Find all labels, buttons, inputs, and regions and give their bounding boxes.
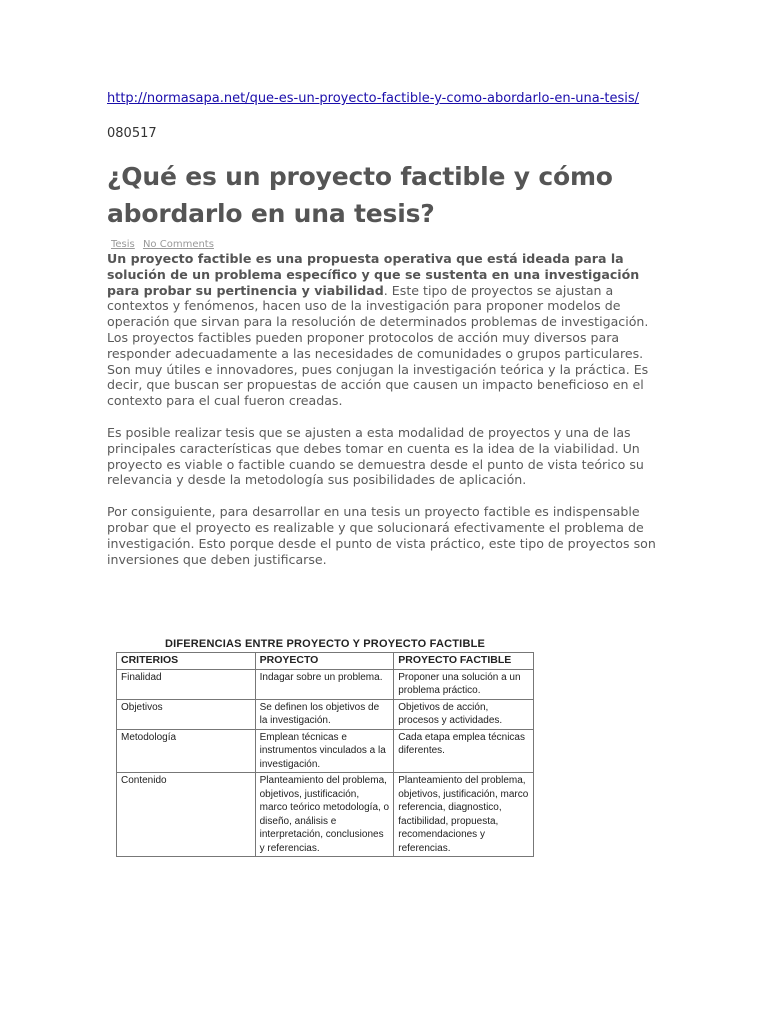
table-cell: Cada etapa emplea técnicas diferentes. — [394, 729, 534, 773]
category-link[interactable]: Tesis — [111, 239, 135, 250]
table-row — [117, 699, 534, 729]
table-cell: Planteamiento del problema, objetivos, justificación, marco teórico metodología, o diseño, análisis e interpretación, conclusiones y referencias. — [255, 773, 394, 857]
source-link[interactable]: http://normasapa.net/que-es-un-proyecto-factible-y-como-abordarlo-en-una-tesis/ — [107, 91, 640, 106]
table-cell: Contenido — [117, 773, 256, 857]
table-row — [117, 773, 534, 857]
table-cell: Finalidad — [117, 669, 256, 699]
comparison-table — [116, 652, 534, 857]
comparison-table-image — [116, 638, 534, 857]
intro-bold-text: Un proyecto factible es una propuesta operativa que está ideada para la solución de un problema específico y que se sustenta en una investigación para probar su pertinencia y viabilidad — [107, 251, 640, 298]
paragraph-4: Por consiguiente, para desarrollar en una tesis un proyecto factible es indispensable probar que el proyecto es realizable y que solucionará efectivamente el problema de investigación. Esto porque desde el punto de vista práctico, este tipo de proyectos son inversiones que deben justificarse. — [107, 504, 656, 567]
table-row — [117, 729, 534, 773]
table-cell: Objetivos de acción, procesos y actividades. — [394, 699, 534, 729]
article — [107, 90, 662, 567]
comments-link[interactable]: No Comments — [142, 239, 214, 250]
paragraph-2: Los proyectos factibles pueden proponer protocolos de acción muy diversos para responder adecuadamente a las necesidades de comunidades o grupos particulares. Son muy útiles e innovadores, pues conjugan la investigación teórica y la práctica. Es decir, que buscan ser propuestas de acción que causen un impacto beneficioso en el contexto para el cual fueron creadas. — [107, 329, 649, 409]
header-proyecto-factible: PROYECTO FACTIBLE — [394, 653, 534, 670]
table-header-row — [117, 653, 534, 670]
table-cell: Metodología — [117, 729, 256, 773]
intro-rest-text: . Este tipo de proyectos se ajustan a contextos y fenómenos, hacen uso de la investigación para proponer modelos de operación que sirvan para la resolución de determinados problemas de investigación. — [107, 282, 649, 330]
paragraph-3: Es posible realizar tesis que se ajusten a esta modalidad de proyectos y una de las principales características que debes tomar en cuenta es la idea de la viabilidad. Un proyecto es viable o factible cuando se demuestra desde el punto de vista teórico su relevancia y desde la metodología sus posibilidades de aplicación. — [107, 424, 644, 488]
article-title: ¿Qué es un proyecto factible y cómo abordarlo en una tesis? — [107, 162, 613, 228]
table-cell: Proponer una solución a un problema práctico. — [394, 669, 534, 699]
intro-paragraph — [107, 251, 662, 330]
table-caption: DIFERENCIAS ENTRE PROYECTO Y PROYECTO FACTIBLE — [164, 638, 486, 650]
table-row — [117, 669, 534, 699]
document-code: 080517 — [107, 126, 157, 141]
table-cell: Emplean técnicas e instrumentos vinculados a la investigación. — [255, 729, 394, 773]
post-meta — [107, 239, 662, 251]
header-criterios: CRITERIOS — [117, 653, 256, 670]
header-proyecto: PROYECTO — [255, 653, 394, 670]
table-cell: Objetivos — [117, 699, 256, 729]
table-cell: Indagar sobre un problema. — [255, 669, 394, 699]
table-cell: Planteamiento del problema, objetivos, justificación, marco referencia, diagnostico, factibilidad, propuesta, recomendaciones y referencias. — [394, 773, 534, 857]
table-cell: Se definen los objetivos de la investigación. — [255, 699, 394, 729]
